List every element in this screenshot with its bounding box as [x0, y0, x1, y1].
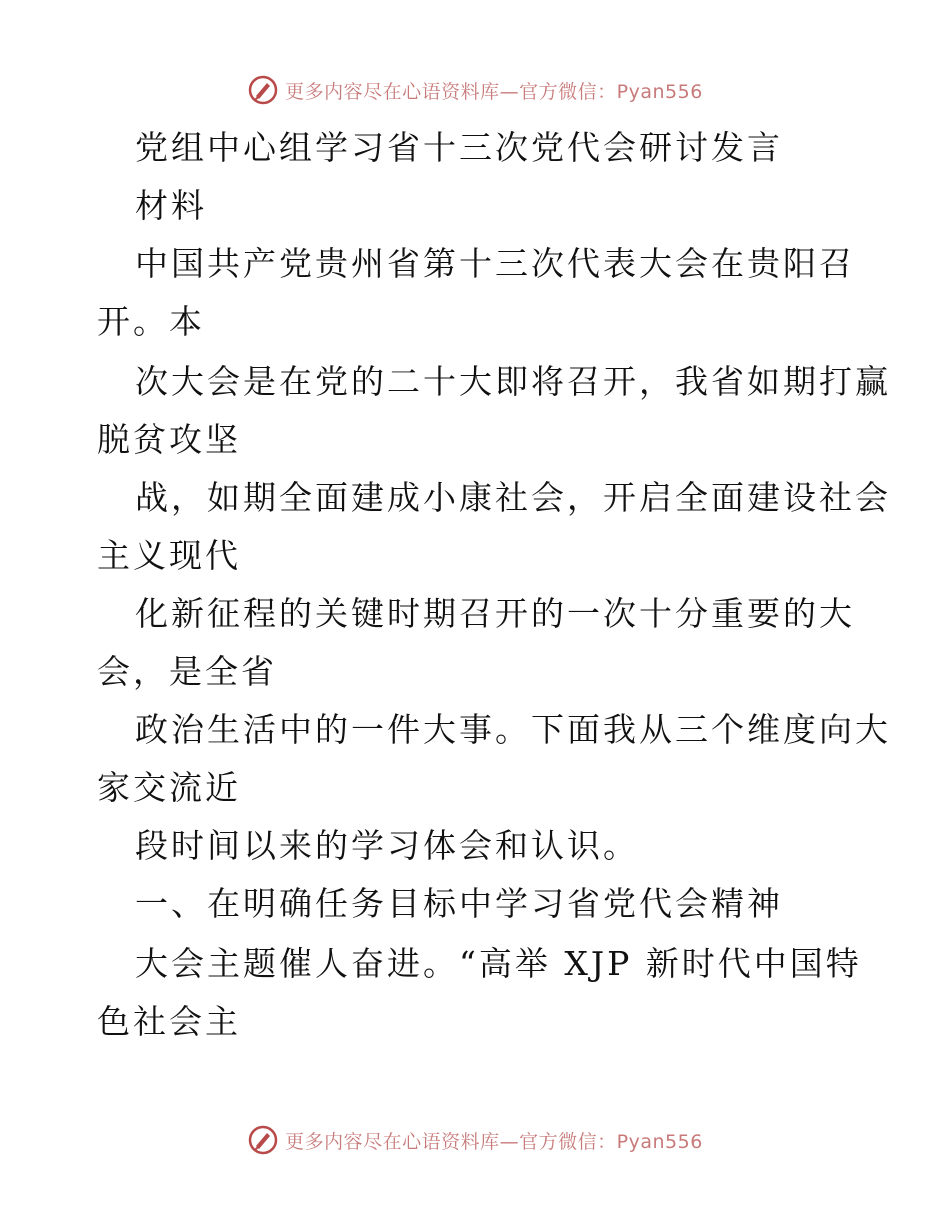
doc-text-line: 段时间以来的学习体会和认识。: [135, 826, 639, 865]
doc-title-line-2: 材料: [135, 186, 207, 225]
doc-section-heading: 一、在明确任务目标中学习省党代会精神: [135, 884, 783, 923]
header-banner: [0, 70, 950, 110]
doc-title-line-1: 党组中心组学习省十三次党代会研讨发言: [135, 128, 783, 167]
header-banner-text: 更多内容尽在心语资料库—官方微信：Pyan556: [285, 80, 703, 103]
pen-seal-icon: [247, 1124, 279, 1156]
doc-text-line: 化新征程的关键时期召开的一次十分重要的大: [135, 594, 855, 633]
doc-text-line: 中国共产党贵州省第十三次代表大会在贵阳召: [135, 244, 855, 283]
doc-text-line: 政治生活中的一件大事。下面我从三个维度向大: [135, 710, 891, 749]
footer-banner: [0, 1120, 950, 1160]
doc-text-line: 大会主题催人奋进。“高举 XJP 新时代中国特: [135, 944, 862, 983]
doc-text-line: 主义现代: [97, 536, 241, 575]
pen-seal-icon: [247, 74, 279, 106]
doc-text-line: 次大会是在党的二十大即将召开，我省如期打赢: [135, 362, 891, 401]
doc-text-line: 会，是全省: [97, 652, 277, 691]
doc-text-line: 脱贫攻坚: [97, 420, 241, 459]
doc-text-line: 战，如期全面建成小康社会，开启全面建设社会: [135, 478, 891, 517]
doc-text-line: 色社会主: [97, 1002, 241, 1041]
doc-text-line: 开。本: [97, 302, 205, 341]
doc-text-line: 家交流近: [97, 768, 241, 807]
footer-banner-text: 更多内容尽在心语资料库—官方微信：Pyan556: [285, 1130, 703, 1153]
